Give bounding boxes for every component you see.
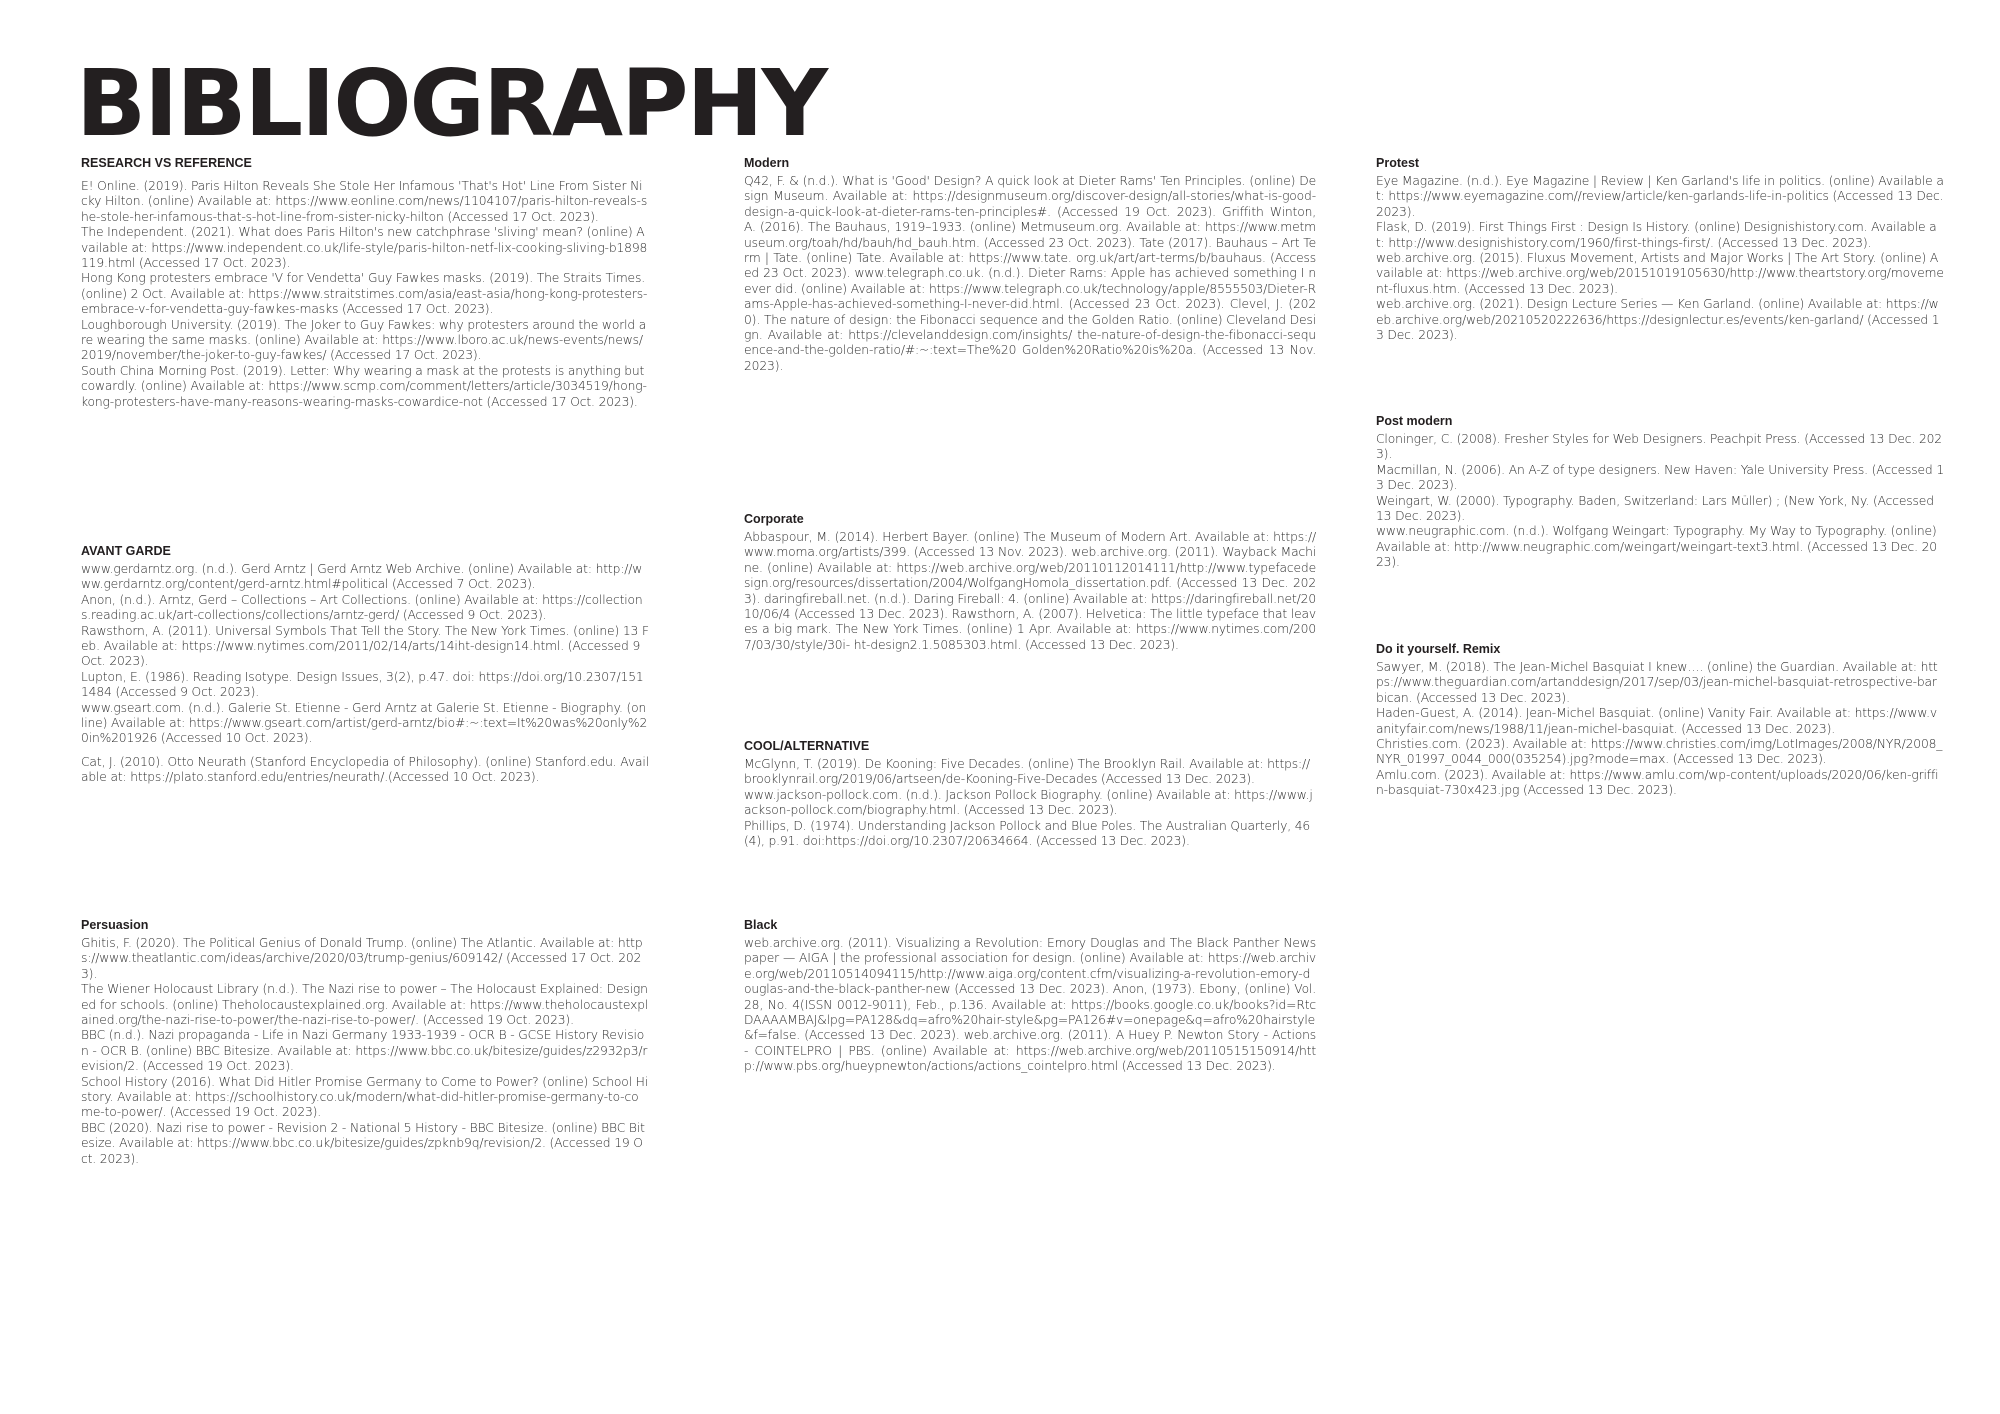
bibliography-entry: E! Online. (2019). Paris Hilton Reveals She Stole Her Infamous 'That's Hot' Line From Sister Nicky Hilton. (online) Available at: https://www.eonline.com/news/1104107/paris-hilton-reveals-she-stole-her-infamous-that-s-hot-line-from-sister-nicky-hilton (Accessed 17 Oct. 2023).	[81, 179, 648, 224]
bibliography-entry: www.gerdarntz.org. (n.d.). Gerd Arntz | Gerd Arntz Web Archive. (online) Available at: http://www.gerdarntz.org/content/gerd-arntz.html#political (Accessed 7 Oct. 2023).	[81, 562, 643, 592]
section-heading: RESEARCH VS REFERENCE	[81, 156, 252, 170]
section-heading: COOL/ALTERNATIVE	[744, 739, 870, 753]
section-do-it-yourself-remix	[1376, 642, 1944, 799]
bibliography-entry: www.neugraphic.com. (n.d.). Wolfgang Weingart: Typography. My Way to Typography. (online) Available at: http://www.neugraphic.com/weingart/weingart-text3.html. (Accessed 13 Dec. 2023).	[1376, 524, 1937, 570]
bibliography-entry: Flask, D. (2019). First Things First : Design Is History. (online) Designishistory.com. Available at: http://www.designishistory.com/1960/first-things-first/. (Accessed 13 Dec. 2023).	[1376, 220, 1937, 250]
bibliography-entry: Phillips, D. (1974). Understanding Jackson Pollock and Blue Poles. The Australian Quarterly, 46(4), p.91. doi:https://doi.org/10.2307/20634664. (Accessed 13 Dec. 2023).	[744, 818, 1311, 849]
section-modern	[744, 156, 1316, 374]
bibliography-entry: South China Morning Post. (2019). Letter: Why wearing a mask at the protests is anything but cowardly. (online) Available at: https://www.scmp.com/comment/letters/article/3034519/hong-kong-protesters-have-many-reasons-wearing-masks-cowardice-not (Accessed 17 Oct. 2023).	[81, 363, 647, 409]
bibliography-entry: Hong Kong protesters embrace 'V for Vendetta' Guy Fawkes masks. (2019). The Straits Times. (online) 2 Oct. Available at: https://www.straitstimes.com/asia/east-asia/hong-kong-protesters-embrace-v-for-vendetta-guy-fawkes-masks (Accessed 17 Oct. 2023).	[81, 271, 648, 317]
section-avant-garde	[81, 544, 649, 786]
bibliography-entry: Cloninger, C. (2008). Fresher Styles for Web Designers. Peachpit Press. (Accessed 13 Dec. 2023).	[1376, 432, 1942, 462]
bibliography-entry: Macmillan, N. (2006). An A-Z of type designers. New Haven: Yale University Press. (Accessed 13 Dec. 2023).	[1376, 462, 1944, 493]
bibliography-entry: Weingart, W. (2000). Typography. Baden, Switzerland: Lars Müller) ; (New York, Ny. (Accessed 13 Dec. 2023).	[1376, 493, 1934, 524]
bibliography-entry: McGlynn, T. (2019). De Kooning: Five Decades. (online) The Brooklyn Rail. Available at: https://brooklynrail.org/2019/06/artseen/de-Kooning-Five-Decades (Accessed 13 Dec. 2023).	[744, 757, 1311, 787]
bibliography-entry: Lupton, E. (1986). Reading Isotype. Design Issues, 3(2), p.47. doi: https://doi.org/10.2307/1511484 (Accessed 9 Oct. 2023).	[81, 669, 644, 700]
bibliography-entry: Amlu.com. (2023). Available at: https://www.amlu.com/wp-content/uploads/2020/06/ken-griffin-basquiat-730x423.jpg (Accessed 13 Dec. 2023).	[1376, 767, 1939, 798]
section-heading: Modern	[744, 156, 790, 170]
bibliography-entry: web.archive.org. (2021). Design Lecture Series — Ken Garland. (online) Available at: https://web.archive.org/web/20210520222636/https://designlectur.es/events/ken-garland/ (Accessed 13 Dec. 2023).	[1376, 297, 1940, 343]
section-heading: Do it yourself. Remix	[1376, 642, 1501, 656]
bibliography-entry: Eye Magazine. (n.d.). Eye Magazine | Review | Ken Garland's life in politics. (online) Available at: https://www.eyemagazine.com//review/article/ken-garlands-life-in-politics (Accessed 13 Dec. 2023).	[1376, 174, 1944, 219]
bibliography-entry: Q42, F. & (n.d.). What is 'Good' Design? A quick look at Dieter Rams' Ten Principles. (online) Design Museum. Available at: https://designmuseum.org/discover-design/all-stories/what-is-good-design-a-quick-look-at-dieter-rams-ten-principles#. (Accessed 19 Oct. 2023). Griffith Winton, A. (2016). The Bauhaus, 1919–1933. (online) Metmuseum.org. Available at: https://www.metmuseum.org/toah/hd/bauh/hd_bauh.htm. (Accessed 23 Oct. 2023). Tate (2017). Bauhaus – Art Term | Tate. (online) Tate. Available at: https://www.tate. org.uk/art/art-terms/b/bauhaus. (Accessed 23 Oct. 2023). www.telegraph.co.uk. (n.d.). Dieter Rams: Apple has achieved something I never did. (online) Available at: https://www.telegraph.co.uk/technology/apple/8555503/Dieter-Rams-Apple-has-achieved-something-I-never-did.html. (Accessed 23 Oct. 2023). Clevel, J. (2020). The nature of design: the Fibonacci sequence and the Golden Ratio. (online) Cleveland Design. Available at: https://clevelanddesign.com/insights/ the-nature-of-design-the-fibonacci-sequence-and-the-golden-ratio/#:~:text=The%20 Golden%20Ratio%20is%20a. (Accessed 13 Nov. 2023).	[744, 174, 1316, 373]
bibliography-entry: Rawsthorn, A. (2011). Universal Symbols That Tell the Story. The New York Times. (online) 13 Feb. Available at: https://www.nytimes.com/2011/02/14/arts/14iht-design14.html. (Accessed 9 Oct. 2023).	[81, 623, 649, 669]
section-black	[744, 918, 1316, 1075]
section-heading: AVANT GARDE	[81, 544, 171, 558]
section-research-vs-reference	[81, 156, 649, 410]
section-cool-alternative	[744, 739, 1316, 849]
bibliography-entry: Ghitis, F. (2020). The Political Genius of Donald Trump. (online) The Atlantic. Available at: https://www.theatlantic.com/ideas/archive/2020/03/trump-genius/609142/ (Accessed 17 Oct. 2023).	[81, 936, 643, 981]
bibliography-entry: Christies.com. (2023). Available at: https://www.christies.com/img/LotImages/2008/NYR/2008_NYR_01997_0044_000(035254).jpg?mode=max. (Accessed 13 Dec. 2023).	[1376, 737, 1943, 767]
section-protest	[1376, 156, 1944, 343]
bibliography-entry: BBC (2020). Nazi rise to power - Revision 2 - National 5 History - BBC Bitesize. (online) BBC Bitesize. Available at: https://www.bbc.co.uk/bitesize/guides/zpknb9q/revision/2. (Accessed 19 Oct. 2023).	[81, 1120, 645, 1166]
section-heading: Black	[744, 918, 778, 932]
bibliography-entry: The Wiener Holocaust Library (n.d.). The Nazi rise to power – The Holocaust Explained: Designed for schools. (online) Theholocaustexplained.org. Available at: https://www.theholocaustexplained.org/the-nazi-rise-to-power/the-nazi-rise-to-power/. (Accessed 19 Oct. 2023).	[81, 982, 649, 1028]
bibliography-entry: Haden-Guest, A. (2014). Jean-Michel Basquiat. (online) Vanity Fair. Available at: https://www.vanityfair.com/news/1988/11/jean-michel-basquiat. (Accessed 13 Dec. 2023).	[1376, 706, 1938, 736]
section-heading: Protest	[1376, 156, 1420, 170]
bibliography-entry: Sawyer, M. (2018). The Jean-Michel Basquiat I knew…. (online) the Guardian. Available at: https://www.theguardian.com/artanddesign/2017/sep/03/jean-michel-basquiat-retrospective-barbican. (Accessed 13 Dec. 2023).	[1376, 660, 1938, 705]
page-title: BIBLIOGRAPHY	[76, 50, 827, 157]
bibliography-entry: School History (2016). What Did Hitler Promise Germany to Come to Power? (online) School History. Available at: https://schoolhistory.co.uk/modern/what-did-hitler-promise-germany-to-come-to-power/. (Accessed 19 Oct. 2023).	[81, 1074, 648, 1120]
bibliography-entry: web.archive.org. (2011). Visualizing a Revolution: Emory Douglas and The Black Panther Newspaper — AIGA | the professional association for design. (online) Available at: https://web.archive.org/web/20110514094115/http://www.aiga.org/content.cfm/visualizing-a-revolution-emory-douglas-and-the-black-panther-new (Accessed 13 Dec. 2023). Anon, (1973). Ebony, (online) Vol. 28, No. 4(ISSN 0012-9011), Feb., p.136. Available at: https://books.google.co.uk/books?id=RtcDAAAAMBAJ&lpg=PA128&dq=afro%20hair-style&pg=PA126#v=onepage&q=afro%20hairstyle&f=false. (Accessed 13 Dec. 2023). web.archive.org. (2011). A Huey P. Newton Story - Actions - COINTELPRO | PBS. (online) Available at: https://web.archive.org/web/20110515150914/http://www.pbs.org/hueypnewton/actions/actions_cointelpro.html (Accessed 13 Dec. 2023).	[744, 936, 1316, 1074]
section-corporate	[744, 512, 1316, 653]
bibliography-entry: Cat, J. (2010). Otto Neurath (Stanford Encyclopedia of Philosophy). (online) Stanford.edu. Available at: https://plato.stanford.edu/entries/neurath/.(Accessed 10 Oct. 2023).	[81, 754, 649, 785]
bibliography-entry: BBC (n.d.). Nazi propaganda - Life in Nazi Germany 1933-1939 - OCR B - GCSE History Revision - OCR B. (online) BBC Bitesize. Available at: https://www.bbc.co.uk/bitesize/guides/z2932p3/revision/2. (Accessed 19 Oct. 2023).	[81, 1028, 648, 1074]
bibliography-entry: web.archive.org. (2015). Fluxus Movement, Artists and Major Works | The Art Story. (online) Available at: https://web.archive.org/web/20151019105630/http://www.theartstory.org/movement-fluxus.htm. (Accessed 13 Dec. 2023).	[1376, 251, 1944, 296]
bibliography-entry: www.gseart.com. (n.d.). Galerie St. Etienne - Gerd Arntz at Galerie St. Etienne - Biography. (online) Available at: https://www.gseart.com/artist/gerd-arntz/bio#:~:text=It%20was%20only%20in%201926 (Accessed 10 Oct. 2023).	[81, 700, 648, 746]
bibliography-entry: The Independent. (2021). What does Paris Hilton's new catchphrase 'sliving' mean? (online) Available at: https://www.independent.co.uk/life-style/paris-hilton-netf-lix-cooking-sliving-b1898119.html (Accessed 17 Oct. 2023).	[81, 225, 648, 271]
section-heading: Corporate	[744, 512, 804, 526]
section-post-modern	[1376, 414, 1944, 571]
bibliography-entry: Anon, (n.d.). Arntz, Gerd – Collections – Art Collections. (online) Available at: https://collections.reading.ac.uk/art-collections/collections/arntz-gerd/ (Accessed 9 Oct. 2023).	[81, 592, 643, 623]
section-persuasion	[81, 918, 649, 1167]
section-heading: Persuasion	[81, 918, 149, 932]
bibliography-entry: Loughborough University. (2019). The Joker to Guy Fawkes: why protesters around the world are wearing the same masks. (online) Available at: https://www.lboro.ac.uk/news-events/news/2019/november/the-joker-to-guy-fawkes/ (Accessed 17 Oct. 2023).	[81, 317, 647, 363]
bibliography-entry: Abbaspour, M. (2014). Herbert Bayer. (online) The Museum of Modern Art. Available at: https://www.moma.org/artists/399. (Accessed 13 Nov. 2023). web.archive.org. (2011). Wayback Machine. (online) Available at: https://web.archive.org/web/20110112014111/http://www.typefacedesign.org/resources/dissertation/2004/WolfgangHomola_dissertation.pdf. (Accessed 13 Dec. 2023). daringfireball.net. (n.d.). Daring Fireball: 4. (online) Available at: https://daringfireball.net/2010/06/4 (Accessed 13 Dec. 2023). Rawsthorn, A. (2007). Helvetica: The little typeface that leaves a big mark. The New York Times. (online) 1 Apr. Available at: https://www.nytimes.com/2007/03/30/style/30i- ht-design2.1.5085303.html. (Accessed 13 Dec. 2023).	[744, 530, 1316, 652]
bibliography-entry: www.jackson-pollock.com. (n.d.). Jackson Pollock Biography. (online) Available at: https://www.jackson-pollock.com/biography.html. (Accessed 13 Dec. 2023).	[744, 787, 1313, 818]
section-heading: Post modern	[1376, 414, 1453, 428]
